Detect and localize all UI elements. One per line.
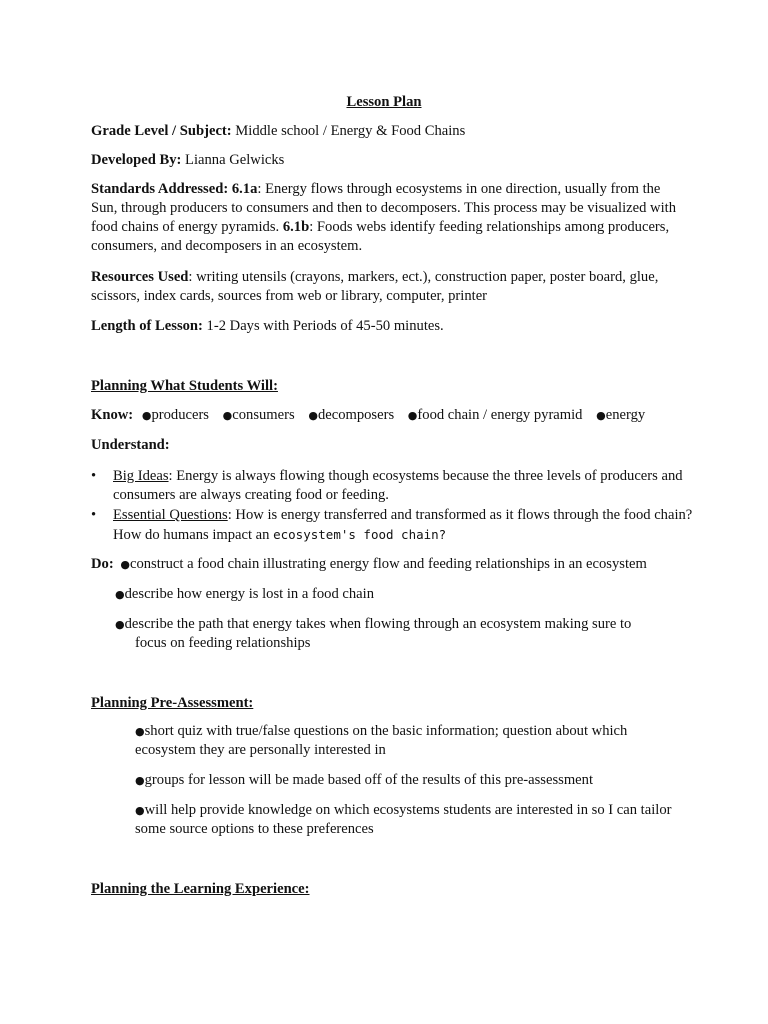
list-item-big-ideas <box>91 467 703 505</box>
standards-label: Standards Addressed: <box>91 181 229 197</box>
pre-assessment-heading: Planning Pre-Assessment: <box>91 695 254 711</box>
do-line <box>91 555 681 574</box>
list-bullet-icon: • <box>91 468 97 484</box>
pre-assessment-item: ●will help provide knowledge on which ecosystems students are interested in so I can tailor some source options to these preferences <box>135 802 672 837</box>
know-item: ●decomposers <box>308 407 395 423</box>
learning-experience-heading: Planning the Learning Experience: <box>91 881 310 897</box>
do-item-continuation: focus on feeding relationships <box>135 635 311 651</box>
big-ideas-label: Big Ideas <box>113 468 169 484</box>
resources-value: : writing utensils (crayons, markers, ect.), construction paper, poster board, glue, scissors, index cards, sources from web or library, computer, printer <box>91 269 659 304</box>
know-item: ●consumers <box>222 407 295 423</box>
standard-text-1: : Energy flows through ecosystems in one direction, usually from the Sun, through producers to consumers and then to decomposers. This process may be visualized with food chains of energy pyramids. <box>91 181 676 235</box>
standard-code-2: 6.1b <box>282 219 310 235</box>
do-item-row <box>115 585 675 604</box>
do-item-row <box>115 615 675 653</box>
planning-students-heading: Planning What Students Will: <box>91 378 278 394</box>
bullet-icon: ● <box>120 558 130 571</box>
bullet-icon: ● <box>135 725 145 738</box>
bullet-icon: ● <box>222 409 233 422</box>
know-item: ●energy <box>596 407 646 423</box>
do-item: describe how energy is lost in a food chain <box>124 586 374 602</box>
bullet-icon: ● <box>407 409 418 422</box>
do-item: describe the path that energy takes when flowing through an ecosystem making sure to <box>124 616 632 632</box>
bullet-icon: ● <box>308 409 318 422</box>
essential-questions-text: : How is energy transferred and transformed as it flows through the food chain? How do humans impact an <box>113 507 693 543</box>
standard-code-1: 6.1a <box>228 181 258 197</box>
resources-label: Resources Used <box>91 269 189 285</box>
bullet-icon: ● <box>596 409 606 422</box>
developed-by-line <box>91 151 681 170</box>
list-bullet-icon: • <box>91 507 97 523</box>
pre-assessment-item: ●groups for lesson will be made based off of the results of this pre-assessment <box>135 772 594 788</box>
do-label: Do: <box>91 556 114 572</box>
pre-assessment-item: ●short quiz with true/false questions on the basic information; question about which ecosystem they are personally interested in <box>135 723 628 758</box>
bullet-icon: ● <box>135 804 145 817</box>
developed-label: Developed By: <box>91 152 182 168</box>
resources-paragraph <box>91 268 681 306</box>
essential-questions-tail: ecosystem's food chain? <box>273 527 447 542</box>
know-label: Know: <box>91 407 134 423</box>
length-line <box>91 317 681 336</box>
know-item: ●food chain / energy pyramid <box>407 407 583 423</box>
know-line <box>91 406 681 425</box>
know-item: ●producers <box>141 407 209 423</box>
big-ideas-text: : Energy is always flowing though ecosystems because the three levels of producers and consumers are always creating food or feeding. <box>113 468 683 503</box>
bullet-icon: ● <box>141 409 152 422</box>
document-title: Lesson Plan <box>346 94 422 110</box>
bullet-icon: ● <box>135 774 145 787</box>
do-item: construct a food chain illustrating energy flow and feeding relationships in an ecosystem <box>129 556 647 572</box>
bullet-icon: ● <box>115 588 125 601</box>
understand-label: Understand: <box>91 437 170 453</box>
standards-paragraph <box>91 180 681 256</box>
grade-value: Middle school / Energy & Food Chains <box>231 123 466 139</box>
bullet-icon: ● <box>115 618 125 631</box>
length-value: 1-2 Days with Periods of 45-50 minutes. <box>202 318 444 334</box>
grade-level-line <box>91 122 681 141</box>
grade-label: Grade Level / Subject: <box>91 123 232 139</box>
standard-text-2: : Foods webs identify feeding relationships among producers, consumers, and decomposers in an ecosystem. <box>91 219 670 254</box>
developed-value: Lianna Gelwicks <box>181 152 285 168</box>
list-item-essential-questions <box>91 506 703 545</box>
length-label: Length of Lesson: <box>91 318 203 334</box>
essential-questions-label: Essential Questions <box>113 507 228 523</box>
